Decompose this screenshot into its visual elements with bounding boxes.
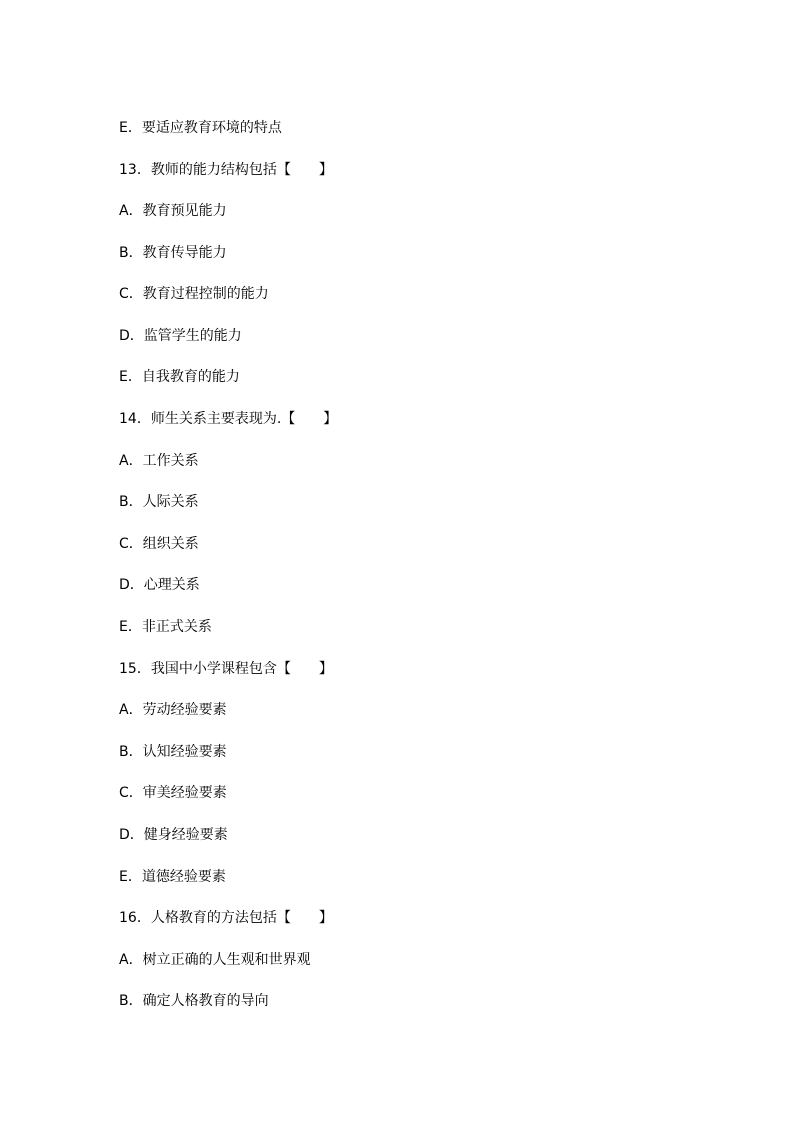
question-line: 14．师生关系主要表现为.【 】 — [119, 411, 338, 427]
option-line: A．树立正确的人生观和世界观 — [119, 952, 311, 968]
option-line: B．确定人格教育的导向 — [119, 993, 269, 1009]
option-line: D．监管学生的能力 — [119, 328, 242, 344]
option-line: D．心理关系 — [119, 577, 200, 593]
option-line: E．道德经验要素 — [119, 869, 226, 885]
option-line: B．认知经验要素 — [119, 744, 227, 760]
option-line: A．教育预见能力 — [119, 203, 227, 219]
option-line: A．工作关系 — [119, 453, 199, 469]
question-line: 16．人格教育的方法包括【 】 — [119, 910, 333, 926]
option-line: E．自我教育的能力 — [119, 369, 240, 385]
option-line: B．教育传导能力 — [119, 245, 227, 261]
question-line: 13．教师的能力结构包括【 】 — [119, 162, 333, 178]
option-line: C．审美经验要素 — [119, 785, 227, 801]
option-line: A．劳动经验要素 — [119, 702, 227, 718]
option-line: D．健身经验要素 — [119, 827, 228, 843]
option-line: E．非正式关系 — [119, 619, 212, 635]
option-line: B．人际关系 — [119, 494, 199, 510]
question-line: 15．我国中小学课程包含【 】 — [119, 661, 333, 677]
option-line: C．教育过程控制的能力 — [119, 286, 269, 302]
option-line: C．组织关系 — [119, 536, 199, 552]
option-line: E．要适应教育环境的特点 — [119, 120, 282, 136]
